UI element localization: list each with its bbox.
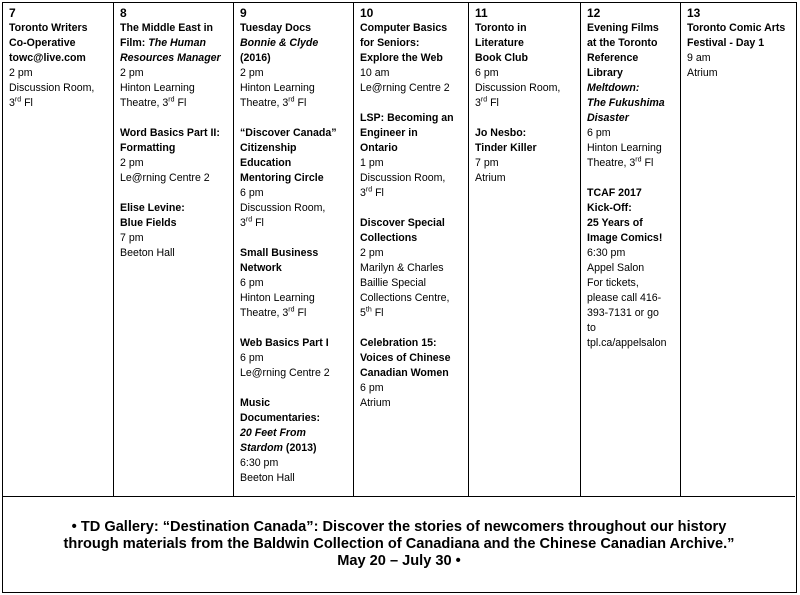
event-title: TCAF 2017 Kick-Off: 25 Years of Image Comics! (587, 187, 663, 244)
event-item (360, 216, 464, 321)
event-location: 3rd Fl (360, 186, 384, 199)
event-location: Discussion Room, (360, 172, 446, 184)
event-time: 1 pm (360, 157, 384, 169)
event-location: Baillie Special (360, 277, 426, 289)
event-time: 2 pm (360, 247, 384, 259)
event-item (120, 21, 229, 111)
event-location: 3rd Fl (9, 96, 33, 109)
event-time: 6 pm (240, 277, 264, 289)
event-location: Atrium (687, 67, 718, 79)
event-time: 6 pm (475, 67, 499, 79)
event-time: 6 pm (240, 187, 264, 199)
event-title: “Discover Canada” Citizenship Education Mentoring Circle (240, 127, 337, 184)
event-time: 7 pm (120, 232, 144, 244)
event-title: Toronto in Literature Book Club (475, 22, 528, 64)
event-item (587, 21, 676, 171)
event-location: Le@rning Centre 2 (240, 367, 330, 379)
event-time: 2 pm (9, 67, 33, 79)
event-title: Word Basics Part II: Formatting (120, 127, 220, 154)
day-number: 10 (360, 6, 374, 20)
event-title: Celebration 15: Voices of Chinese Canadian Women (360, 337, 451, 379)
calendar-frame (2, 2, 797, 593)
footer-line-1: • TD Gallery: “Destination Canada”: Discover the stories of newcomers throughout our history (71, 519, 727, 535)
day-column (469, 3, 581, 496)
event-item (240, 126, 349, 231)
event-time: 9 am (687, 52, 711, 64)
footer-notice (3, 496, 795, 591)
event-time: 7 pm (475, 157, 499, 169)
event-title: Elise Levine: Blue Fields (120, 202, 185, 229)
event-location: Theatre, 3rd Fl (240, 306, 307, 319)
day-number: 13 (687, 6, 701, 20)
event-location: Discussion Room, (240, 202, 326, 214)
event-location: Atrium (360, 397, 391, 409)
day-column (114, 3, 234, 496)
event-title: Evening Films at the Toronto Reference Library Meltdown: The Fukushima Disaster (587, 22, 665, 124)
day-number: 12 (587, 6, 601, 20)
day-column (581, 3, 681, 496)
event-title: Jo Nesbo: Tinder Killer (475, 127, 537, 154)
event-title: Toronto Comic Arts Festival - Day 1 (687, 22, 786, 49)
event-time: 10 am (360, 67, 390, 79)
event-location: 3rd Fl (475, 96, 499, 109)
day-column (354, 3, 469, 496)
event-location: 3rd Fl (240, 216, 264, 229)
event-item (120, 126, 229, 186)
event-item (240, 336, 349, 381)
event-location: tpl.ca/appelsalon (587, 337, 667, 349)
event-item (587, 186, 676, 351)
event-item (240, 396, 349, 486)
event-time: 6:30 pm (587, 247, 626, 259)
event-title: Computer Basics for Seniors: Explore the Web (360, 22, 448, 64)
event-location: Hinton Learning (240, 292, 315, 304)
event-title: Web Basics Part I (240, 337, 329, 349)
event-title: Tuesday Docs Bonnie & Clyde (2016) (240, 22, 319, 64)
event-item (240, 21, 349, 111)
event-location: Atrium (475, 172, 506, 184)
event-location: Theatre, 3rd Fl (120, 96, 187, 109)
event-location: please call 416- (587, 292, 662, 304)
event-item (360, 21, 464, 96)
event-item (475, 21, 576, 111)
event-location: Discussion Room, (475, 82, 561, 94)
event-location: Beeton Hall (120, 247, 175, 259)
event-location: Theatre, 3rd Fl (587, 156, 654, 169)
event-location: 5th Fl (360, 306, 384, 319)
event-time: 2 pm (240, 67, 264, 79)
day-number: 8 (120, 6, 127, 20)
event-time: 2 pm (120, 67, 144, 79)
event-location: to (587, 322, 596, 334)
event-item (9, 21, 109, 111)
day-number: 9 (240, 6, 247, 20)
event-title: The Middle East in Film: The Human Resources Manager (120, 22, 221, 64)
event-title: Discover Special Collections (360, 217, 445, 244)
event-location: Hinton Learning (587, 142, 662, 154)
day-column (3, 3, 114, 496)
event-location: For tickets, (587, 277, 639, 289)
footer-line-2: through materials from the Baldwin Collection of Canadiana and the Chinese Canadian Archive.” (63, 536, 735, 552)
day-column (234, 3, 354, 496)
event-time: 6 pm (587, 127, 611, 139)
event-location: Theatre, 3rd Fl (240, 96, 307, 109)
event-time: 6 pm (240, 352, 264, 364)
event-location: Hinton Learning (240, 82, 315, 94)
event-location: Appel Salon (587, 262, 645, 274)
event-location: Marilyn & Charles (360, 262, 444, 274)
event-item (360, 111, 464, 201)
event-item (240, 246, 349, 321)
event-location: Hinton Learning (120, 82, 195, 94)
event-location: Le@rning Centre 2 (120, 172, 210, 184)
day-number: 7 (9, 6, 16, 20)
event-item (687, 21, 791, 81)
event-item (475, 126, 576, 186)
event-title: Small Business Network (240, 247, 319, 274)
event-location: Beeton Hall (240, 472, 295, 484)
event-title: Music Documentaries: 20 Feet From Stardom (2013) (240, 397, 321, 454)
event-time: 6 pm (360, 382, 384, 394)
event-title: Toronto Writers Co-Operative towc@live.com (9, 22, 88, 64)
footer-line-3: May 20 – July 30 • (337, 553, 461, 569)
day-column (681, 3, 795, 496)
event-item (120, 201, 229, 261)
event-item (360, 336, 464, 411)
event-location: Discussion Room, (9, 82, 95, 94)
event-location: Le@rning Centre 2 (360, 82, 450, 94)
day-number: 11 (475, 6, 488, 20)
event-location: Collections Centre, (360, 292, 450, 304)
event-time: 6:30 pm (240, 457, 279, 469)
event-location: 393-7131 or go (587, 307, 659, 319)
event-title: LSP: Becoming an Engineer in Ontario (360, 112, 454, 154)
event-time: 2 pm (120, 157, 144, 169)
